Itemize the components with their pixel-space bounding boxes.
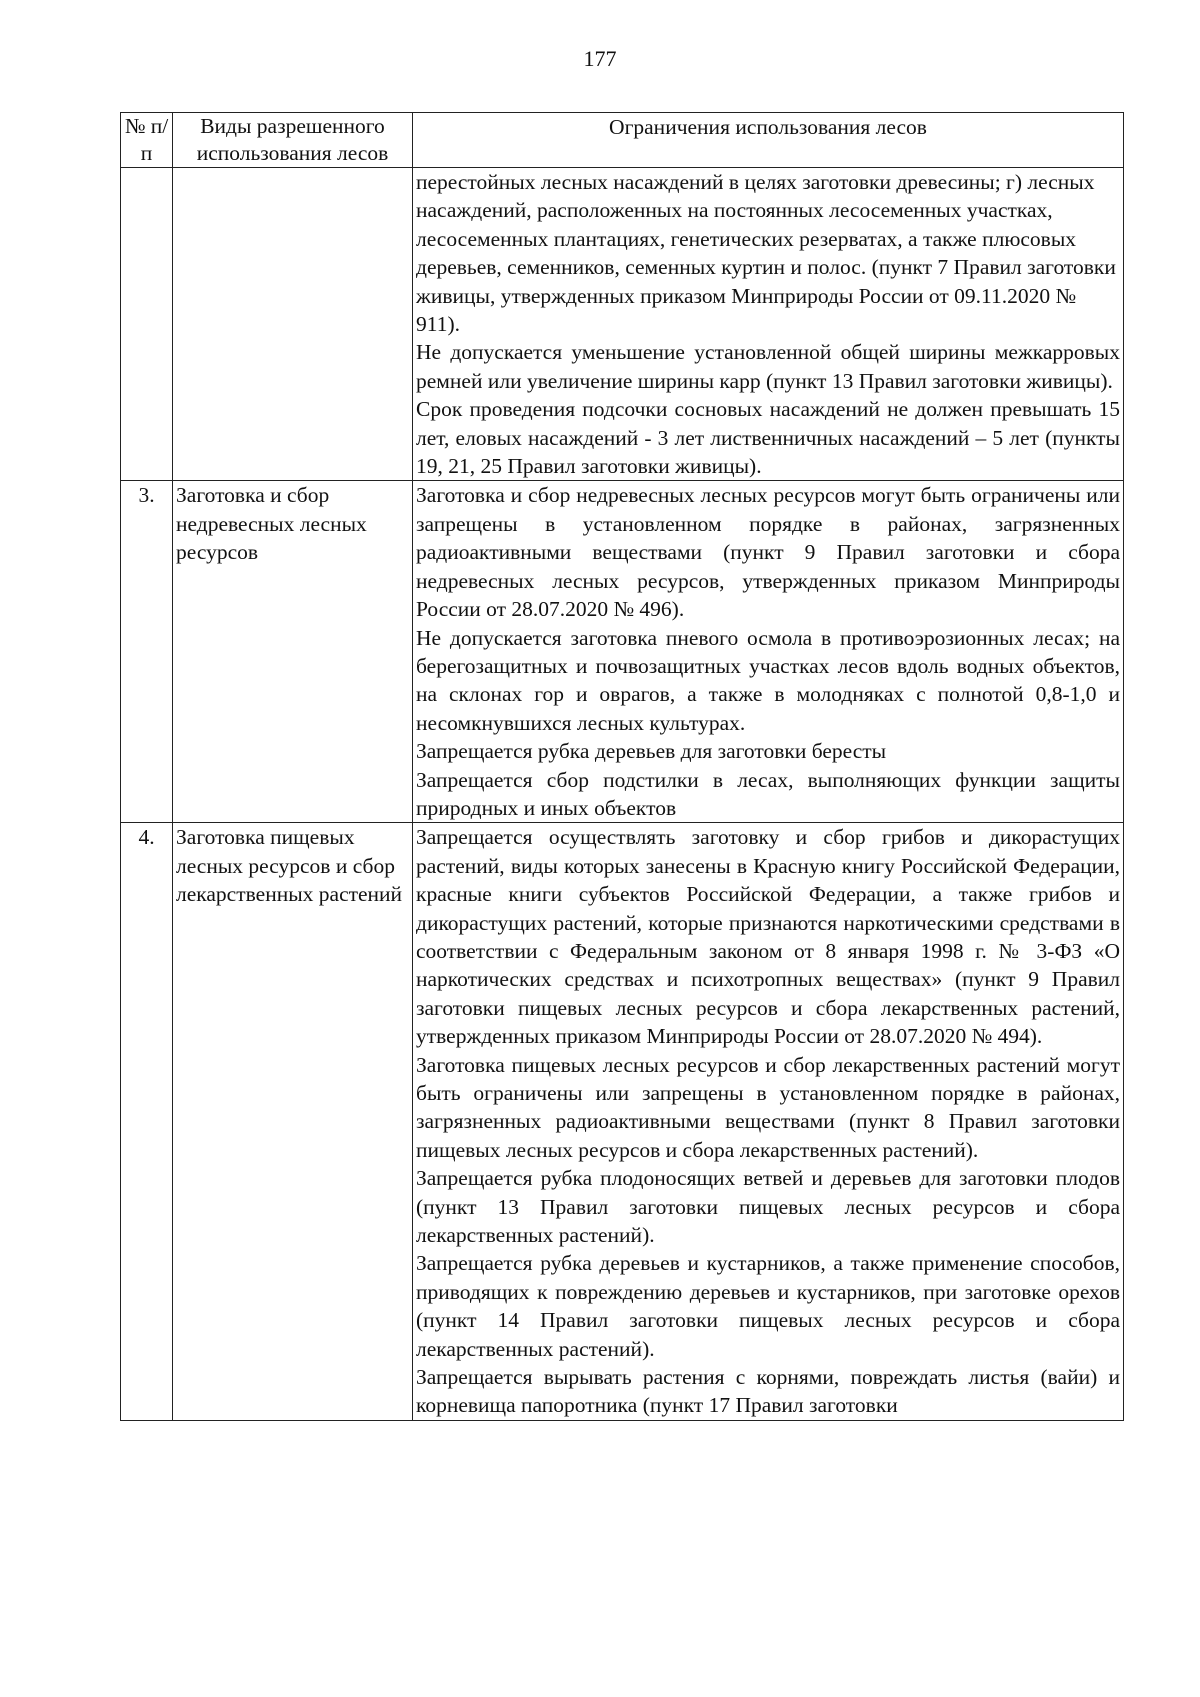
page-number: 177 <box>583 46 617 71</box>
limits-paragraph: Не допускается заготовка пневого осмола в противоэрозионных лесах; на берегозащитных и почвозащитных участках лесов вдоль водных объектов, на склонах гор и оврагов, а также в молодняках с полнотой 0,8-1,0 и несомкнувшихся лесных культурах. <box>416 625 1120 735</box>
row-limits <box>413 168 1124 481</box>
limits-paragraph: Заготовка и сбор недревесных лесных ресурсов могут быть ограничены или запрещены в установленном порядке в районах, загрязненных радиоактивными веществами (пункт 9 Правил заготовки и сбора недревесных лесных ресурсов, утвержденных приказом Минприроды России от 28.07.2020 № 496). <box>416 483 1120 622</box>
limits-paragraph: Не допускается уменьшение установленной общей ширины межкарровых ремней или увеличение ширины карр (пункт 13 Правил заготовки живицы). <box>416 340 1120 393</box>
header-num: № п/п <box>121 113 173 168</box>
row-num: 4. <box>121 823 173 1421</box>
limits-paragraph: Заготовка пищевых лесных ресурсов и сбор лекарственных растений могут быть ограничены или запрещены в установленном порядке в районах, загрязненных радиоактивными веществами (пункт 8 Правил заготовки пищевых лесных ресурсов и сбора лекарственных растений). <box>416 1052 1120 1162</box>
limits-paragraph: Запрещается вырывать растения с корнями, повреждать листья (вайи) и корневища папоротника (пункт 17 Правил заготовки <box>416 1365 1120 1418</box>
table-header-row <box>121 113 1124 168</box>
limits-paragraph: Запрещается сбор подстилки в лесах, выполняющих функции защиты природных и иных объектов <box>416 767 1120 820</box>
limits-paragraph: перестойных лесных насаждений в целях заготовки древесины; г) лесных насаждений, расположенных на постоянных лесосеменных участках, лесосеменных плантациях, генетических резерватах, а также плюсовых деревьев, семенников, семенных куртин и полос. (пункт 7 Правил заготовки живицы, утвержденных приказом Минприроды России от 09.11.2020 № 911). <box>416 170 1116 337</box>
row-num <box>121 168 173 481</box>
row-num: 3. <box>121 481 173 823</box>
restrictions-table <box>120 112 1124 1421</box>
header-limits: Ограничения использования лесов <box>413 113 1124 168</box>
limits-paragraph: Запрещается рубка плодоносящих ветвей и деревьев для заготовки плодов (пункт 13 Правил заготовки пищевых лесных ресурсов и сбора лекарственных растений). <box>416 1166 1120 1248</box>
table-row <box>121 481 1124 823</box>
table-row <box>121 823 1124 1421</box>
limits-paragraph: Запрещается рубка деревьев и кустарников, а также применение способов, приводящих к повреждению деревьев и кустарников, при заготовке орехов (пункт 14 Правил заготовки пищевых лесных ресурсов и сбора лекарственных растений). <box>416 1251 1120 1361</box>
row-type: Заготовка пищевых лесных ресурсов и сбор лекарственных растений <box>173 823 413 1421</box>
table-row <box>121 168 1124 481</box>
row-type <box>173 168 413 481</box>
header-type: Виды разрешенного использования лесов <box>173 113 413 168</box>
limits-paragraph: Запрещается рубка деревьев для заготовки бересты <box>416 739 887 764</box>
limits-paragraph: Запрещается осуществлять заготовку и сбор грибов и дикорастущих растений, виды которых занесены в Красную книгу Российской Федерации, красные книги субъектов Российской Федерации, а также грибов и дикорастущих растений, которые признаются наркотическими средствами в соответствии с Федеральным законом от 8 января 1998 г. № 3-ФЗ «О наркотических средствах и психотропных веществах» (пункт 9 Правил заготовки пищевых лесных ресурсов и сбора лекарственных растений, утвержденных приказом Минприроды России от 28.07.2020 № 494). <box>416 825 1120 1049</box>
row-type: Заготовка и сбор недревесных лесных ресурсов <box>173 481 413 823</box>
row-limits <box>413 481 1124 823</box>
row-limits <box>413 823 1124 1421</box>
limits-paragraph: Срок проведения подсочки сосновых насаждений не должен превышать 15 лет, еловых насаждений - 3 лет лиственничных насаждений – 5 лет (пункты 19, 21, 25 Правил заготовки живицы). <box>416 397 1120 479</box>
